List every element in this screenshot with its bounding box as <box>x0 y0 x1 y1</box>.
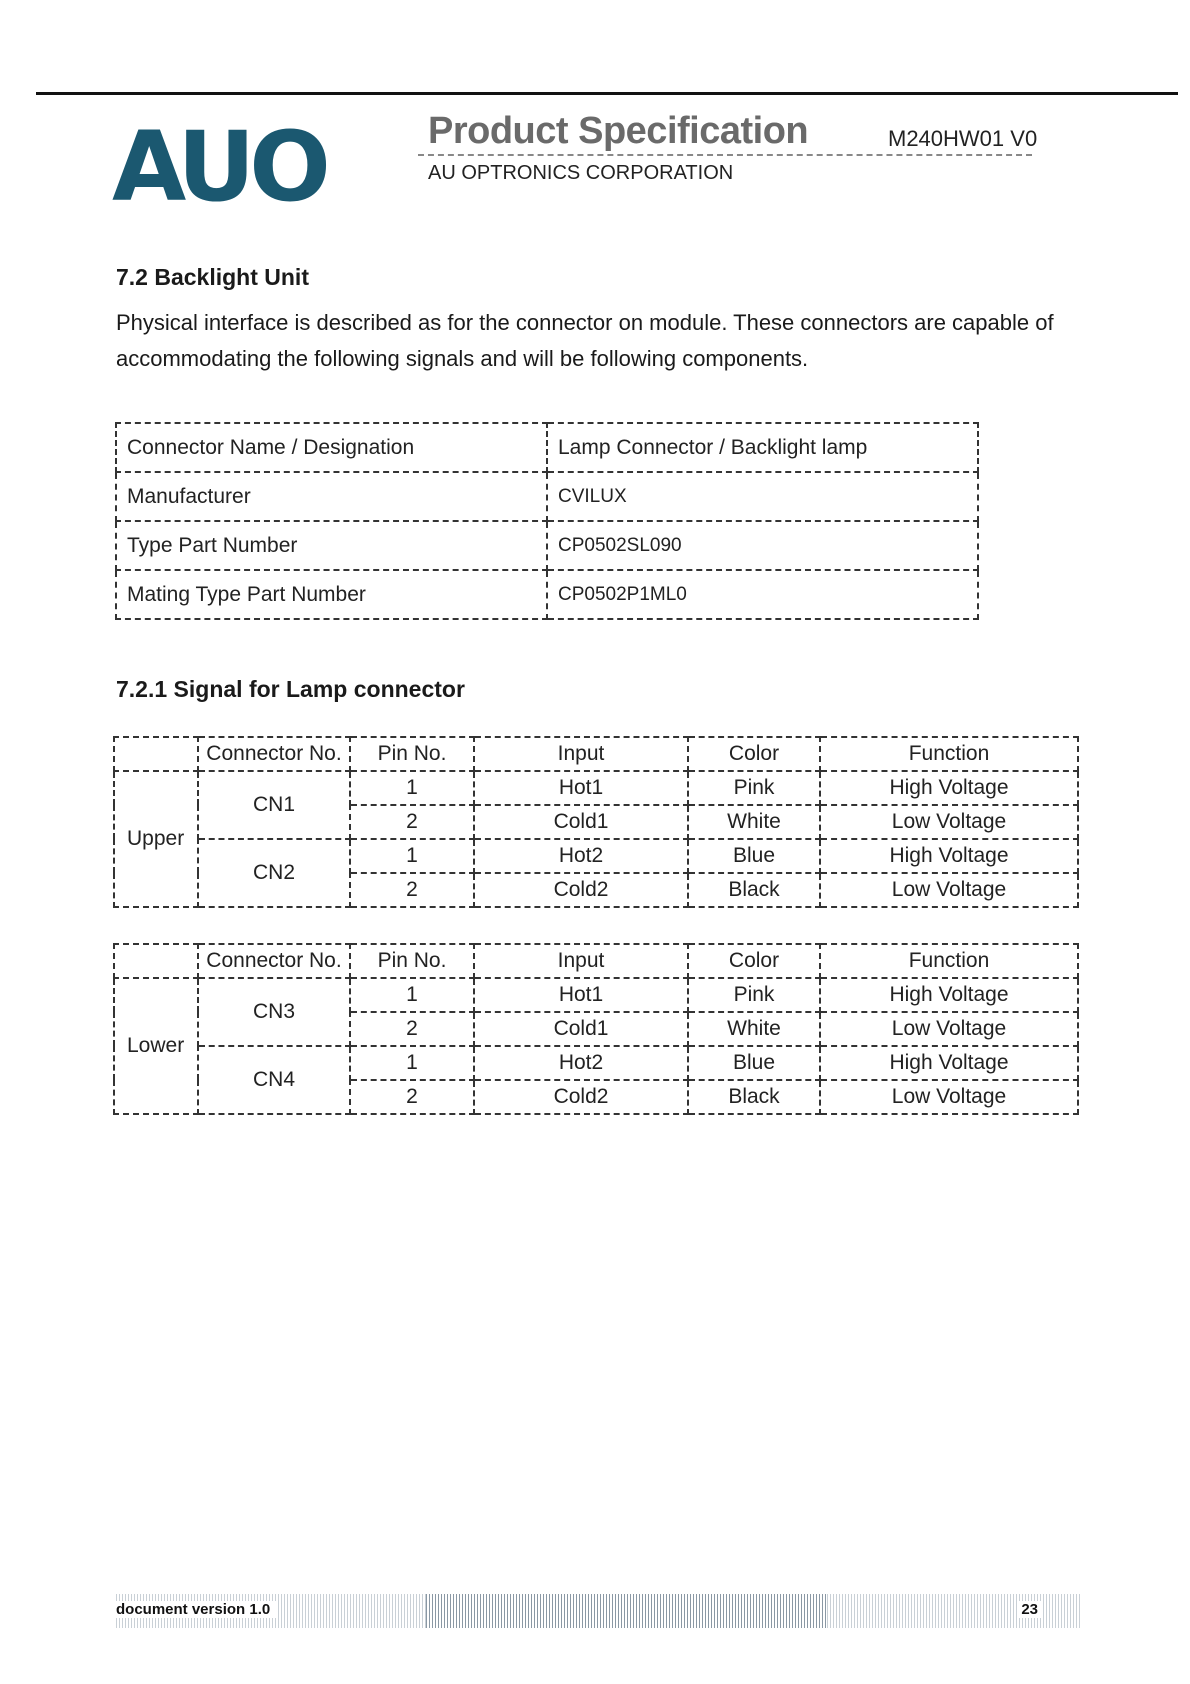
header-cell: Function <box>820 737 1078 771</box>
pin-function: High Voltage <box>820 978 1078 1012</box>
pin-number: 1 <box>350 839 474 873</box>
pin-number: 2 <box>350 1012 474 1046</box>
table-row <box>114 1046 1078 1080</box>
page-number: 23 <box>1017 1601 1042 1618</box>
pin-input: Cold1 <box>474 805 688 839</box>
pin-color: White <box>688 805 820 839</box>
pin-number: 2 <box>350 1080 474 1114</box>
header-rule <box>36 92 1178 95</box>
group-label: Lower <box>114 978 198 1114</box>
company-name: AU OPTRONICS CORPORATION <box>428 162 734 184</box>
pin-function: High Voltage <box>820 771 1078 805</box>
pin-function: Low Voltage <box>820 805 1078 839</box>
connector-name: CN4 <box>198 1046 350 1114</box>
pin-input: Hot1 <box>474 978 688 1012</box>
pin-function: Low Voltage <box>820 873 1078 907</box>
connector-name: CN2 <box>198 839 350 907</box>
header-cell: Input <box>474 737 688 771</box>
header-cell: Connector No. <box>198 944 350 978</box>
section-title-backlight-unit: 7.2 Backlight Unit <box>116 264 309 290</box>
connector-info-table <box>115 422 979 620</box>
pin-input: Cold1 <box>474 1012 688 1046</box>
header-cell: Color <box>688 944 820 978</box>
header-cell-empty <box>114 737 198 771</box>
footer-bar <box>116 1594 1082 1628</box>
info-label: Type Part Number <box>116 521 547 570</box>
info-value: CP0502SL090 <box>547 521 978 570</box>
footer-pattern <box>426 1594 826 1628</box>
document-version: document version 1.0 <box>116 1601 276 1618</box>
signal-table-lower <box>113 943 1079 1115</box>
section-title-signal-lamp-connector: 7.2.1 Signal for Lamp connector <box>116 676 465 702</box>
header-cell: Color <box>688 737 820 771</box>
pin-color: Blue <box>688 1046 820 1080</box>
table-row <box>114 771 1078 805</box>
header-cell: Function <box>820 944 1078 978</box>
connector-name: CN1 <box>198 771 350 839</box>
header-cell: Pin No. <box>350 944 474 978</box>
table-row <box>116 472 978 521</box>
info-label: Manufacturer <box>116 472 547 521</box>
pin-input: Hot2 <box>474 1046 688 1080</box>
table-header-row <box>114 737 1078 771</box>
header-cell-empty <box>114 944 198 978</box>
signal-table-upper <box>113 736 1079 908</box>
connector-name: CN3 <box>198 978 350 1046</box>
pin-color: Black <box>688 1080 820 1114</box>
table-row <box>116 521 978 570</box>
auo-logo <box>112 116 342 208</box>
section-description: Physical interface is described as for the connector on module. These connectors are capable of accommodating the following signals and will be following components. <box>116 310 1054 371</box>
info-value: Lamp Connector / Backlight lamp <box>547 423 978 472</box>
model-number: M240HW01 V0 <box>888 126 1038 151</box>
logo-text: AUO <box>112 116 325 208</box>
header-cell: Pin No. <box>350 737 474 771</box>
info-value: CP0502P1ML0 <box>547 570 978 619</box>
pin-color: Pink <box>688 771 820 805</box>
pin-number: 1 <box>350 771 474 805</box>
pin-function: High Voltage <box>820 1046 1078 1080</box>
header-cell: Connector No. <box>198 737 350 771</box>
pin-color: Blue <box>688 839 820 873</box>
info-label: Mating Type Part Number <box>116 570 547 619</box>
table-row <box>114 978 1078 1012</box>
pin-input: Cold2 <box>474 873 688 907</box>
pin-number: 2 <box>350 805 474 839</box>
pin-number: 2 <box>350 873 474 907</box>
pin-function: Low Voltage <box>820 1012 1078 1046</box>
pin-number: 1 <box>350 1046 474 1080</box>
group-label: Upper <box>114 771 198 907</box>
header-cell: Input <box>474 944 688 978</box>
pin-color: White <box>688 1012 820 1046</box>
pin-number: 1 <box>350 978 474 1012</box>
pin-color: Pink <box>688 978 820 1012</box>
header-dashed-rule <box>418 154 1032 156</box>
pin-function: High Voltage <box>820 839 1078 873</box>
document-title: Product Specification <box>428 110 809 152</box>
table-row <box>116 423 978 472</box>
pin-input: Cold2 <box>474 1080 688 1114</box>
pin-input: Hot1 <box>474 771 688 805</box>
table-row <box>114 839 1078 873</box>
pin-color: Black <box>688 873 820 907</box>
info-label: Connector Name / Designation <box>116 423 547 472</box>
pin-function: Low Voltage <box>820 1080 1078 1114</box>
pin-input: Hot2 <box>474 839 688 873</box>
info-value: CVILUX <box>547 472 978 521</box>
table-header-row <box>114 944 1078 978</box>
table-row <box>116 570 978 619</box>
